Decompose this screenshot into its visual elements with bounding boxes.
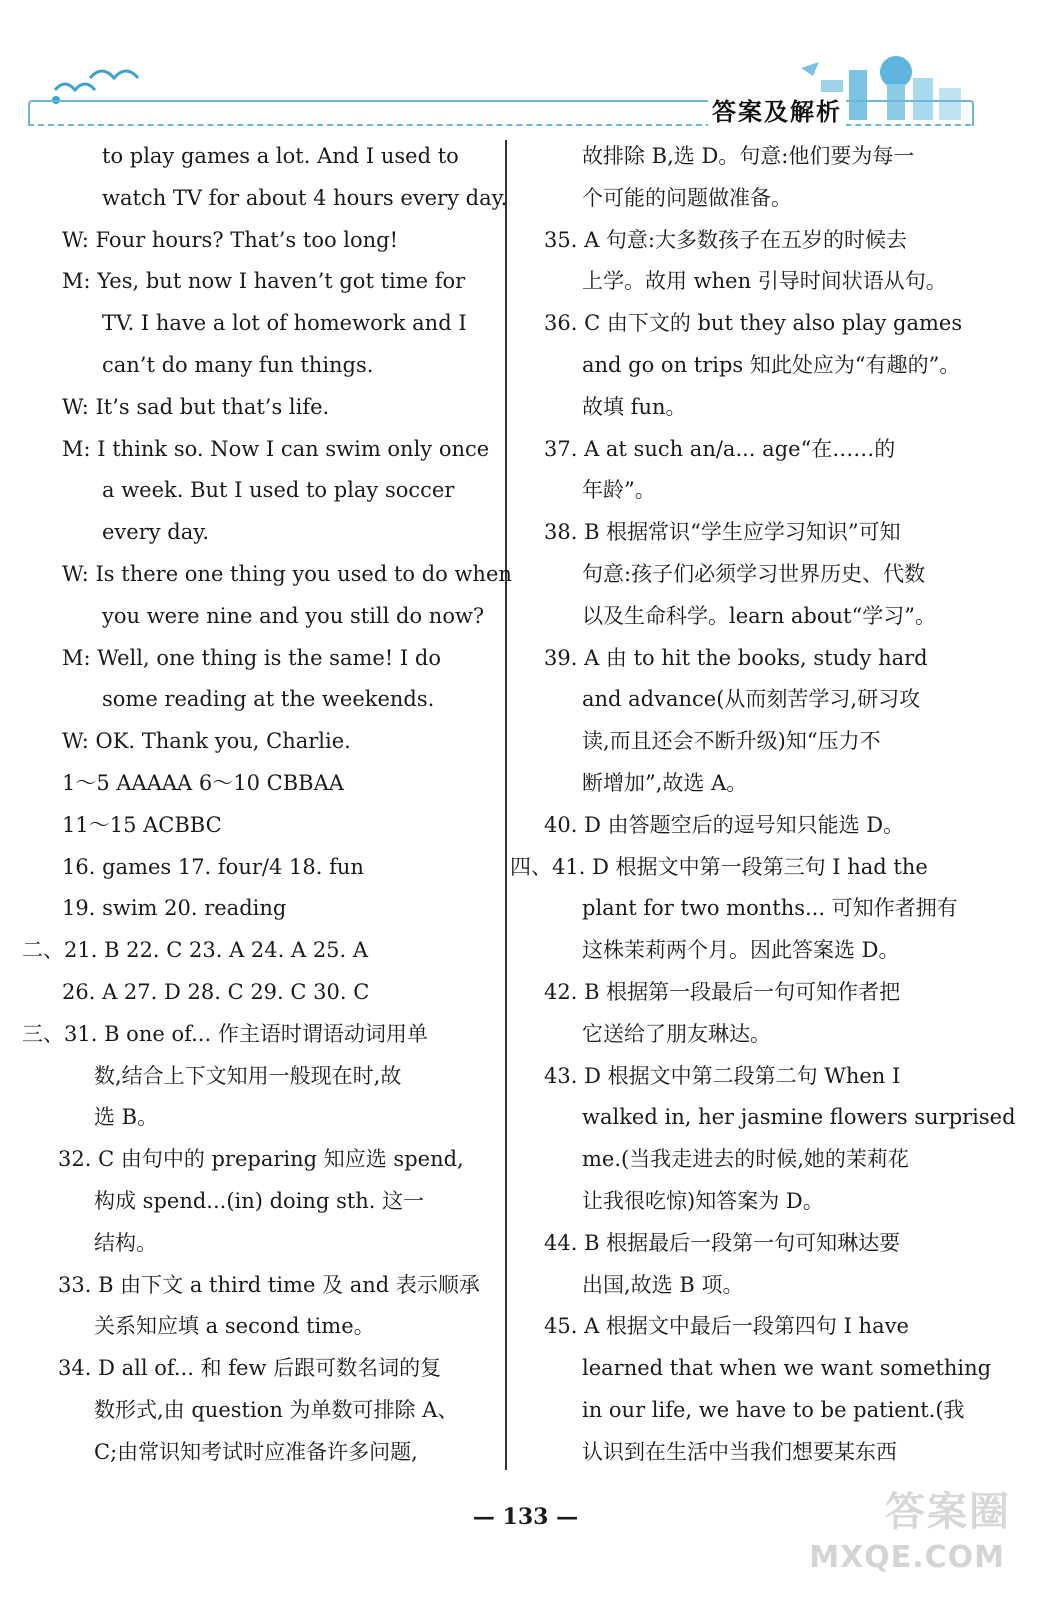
text-line: 结构。 [94, 1230, 157, 1255]
header-title: 答案及解析 [708, 92, 846, 127]
text-line: 四、41. D 根据文中第一段第三句 I had the [510, 854, 928, 879]
text-line: walked in, her jasmine flowers surprised [582, 1105, 1016, 1130]
text-line: 37. A at such an/a... age“在……的 [544, 436, 896, 461]
text-line: learned that when we want something [582, 1356, 992, 1381]
text-line: 以及生命科学。learn about“学习”。 [582, 603, 936, 628]
text-line: 1～5 AAAAA 6～10 CBBAA [62, 771, 344, 795]
text-line: 数,结合上下文知用一般现在时,故 [94, 1063, 402, 1088]
text-line: me.(当我走进去的时候,她的茉莉花 [582, 1147, 909, 1172]
text-line: 故填 fun。 [582, 394, 687, 419]
text-line: W: Four hours? That’s too long! [62, 227, 399, 252]
text-line: 35. A 句意:大多数孩子在五岁的时候去 [544, 227, 907, 252]
text-line: W: It’s sad but that’s life. [62, 394, 330, 419]
text-line: 断增加”,故选 A。 [582, 771, 748, 795]
text-line: in our life, we have to be patient.(我 [582, 1398, 965, 1422]
watermark-logo: 答案圈 [885, 1489, 1011, 1535]
text-line: 读,而且还会不断升级)知“压力不 [582, 729, 881, 754]
text-line: 故排除 B,选 D。句意:他们要为每一 [582, 144, 915, 168]
text-line: 39. A 由 to hit the books, study hard [544, 645, 928, 670]
text-line: some reading at the weekends. [102, 687, 435, 712]
text-line: 11～15 ACBBC [62, 812, 222, 837]
text-line: can’t do many fun things. [102, 353, 374, 377]
text-line: 上学。故用 when 引导时间状语从句。 [582, 269, 947, 294]
text-line: 句意:孩子们必须学习世界历史、代数 [582, 562, 926, 586]
text-line: 这株茉莉两个月。因此答案选 D。 [582, 938, 900, 963]
text-line: 三、31. B one of... 作主语时谓语动词用单 [22, 1021, 428, 1046]
text-line: 出国,故选 B 项。 [582, 1272, 744, 1297]
page-header [0, 0, 1051, 140]
text-line: 45. A 根据文中最后一段第四句 I have [544, 1314, 909, 1339]
text-line: 44. B 根据最后一段第一句可知琳达要 [544, 1230, 901, 1255]
text-line: 二、21. B 22. C 23. A 24. A 25. A [22, 938, 369, 963]
text-line: watch TV for about 4 hours every day. [102, 185, 508, 210]
text-line: M: Yes, but now I haven’t got time for [62, 269, 466, 294]
text-line: 36. C 由下文的 but they also play games [544, 311, 963, 336]
text-line: 40. D 由答题空后的逗号知只能选 D。 [544, 812, 905, 837]
text-line: every day. [102, 520, 210, 545]
text-line: 38. B 根据常识“学生应学习知识”可知 [544, 520, 901, 545]
text-line: 构成 spend...(in) doing sth. 这一 [94, 1189, 425, 1213]
text-line: a week. But I used to play soccer [102, 478, 455, 503]
text-line: and advance(从而刻苦学习,研习攻 [582, 687, 921, 712]
text-line: to play games a lot. And I used to [102, 144, 459, 168]
text-line: and go on trips 知此处应为“有趣的”。 [582, 353, 961, 377]
text-line: 它送给了朋友琳达。 [582, 1021, 771, 1046]
text-line: 数形式,由 question 为单数可排除 A、 [94, 1398, 459, 1422]
text-line: you were nine and you still do now? [102, 603, 485, 628]
text-line: 19. swim 20. reading [62, 896, 287, 921]
text-line: 个可能的问题做准备。 [582, 185, 792, 210]
page-number: — 133 — [472, 1504, 579, 1530]
watermark-url: MXQE.COM [809, 1540, 1005, 1575]
text-line: 43. D 根据文中第二段第二句 When I [544, 1063, 901, 1088]
column-divider [505, 140, 507, 1470]
text-line: W: Is there one thing you used to do when [62, 562, 512, 586]
text-line: M: Well, one thing is the same! I do [62, 645, 441, 670]
text-line: C;由常识知考试时应准备许多问题, [94, 1439, 418, 1464]
text-line: M: I think so. Now I can swim only once [62, 436, 490, 461]
text-line: 让我很吃惊)知答案为 D。 [582, 1189, 824, 1213]
text-line: 认识到在生活中当我们想要某东西 [582, 1439, 897, 1464]
text-line: 32. C 由句中的 preparing 知应选 spend, [58, 1147, 464, 1172]
text-line: 16. games 17. four/4 18. fun [62, 854, 364, 879]
text-line: 33. B 由下文 a third time 及 and 表示顺承 [58, 1272, 480, 1297]
text-line: TV. I have a lot of homework and I [102, 311, 467, 336]
text-line: 42. B 根据第一段最后一句可知作者把 [544, 980, 901, 1004]
text-line: 26. A 27. D 28. C 29. C 30. C [62, 980, 370, 1004]
text-line: W: OK. Thank you, Charlie. [62, 729, 351, 754]
text-line: 选 B。 [94, 1105, 159, 1130]
text-line: 年龄”。 [582, 478, 656, 503]
text-line: 关系知应填 a second time。 [94, 1314, 375, 1339]
text-line: plant for two months... 可知作者拥有 [582, 896, 958, 921]
text-line: 34. D all of... 和 few 后跟可数名词的复 [58, 1356, 442, 1381]
